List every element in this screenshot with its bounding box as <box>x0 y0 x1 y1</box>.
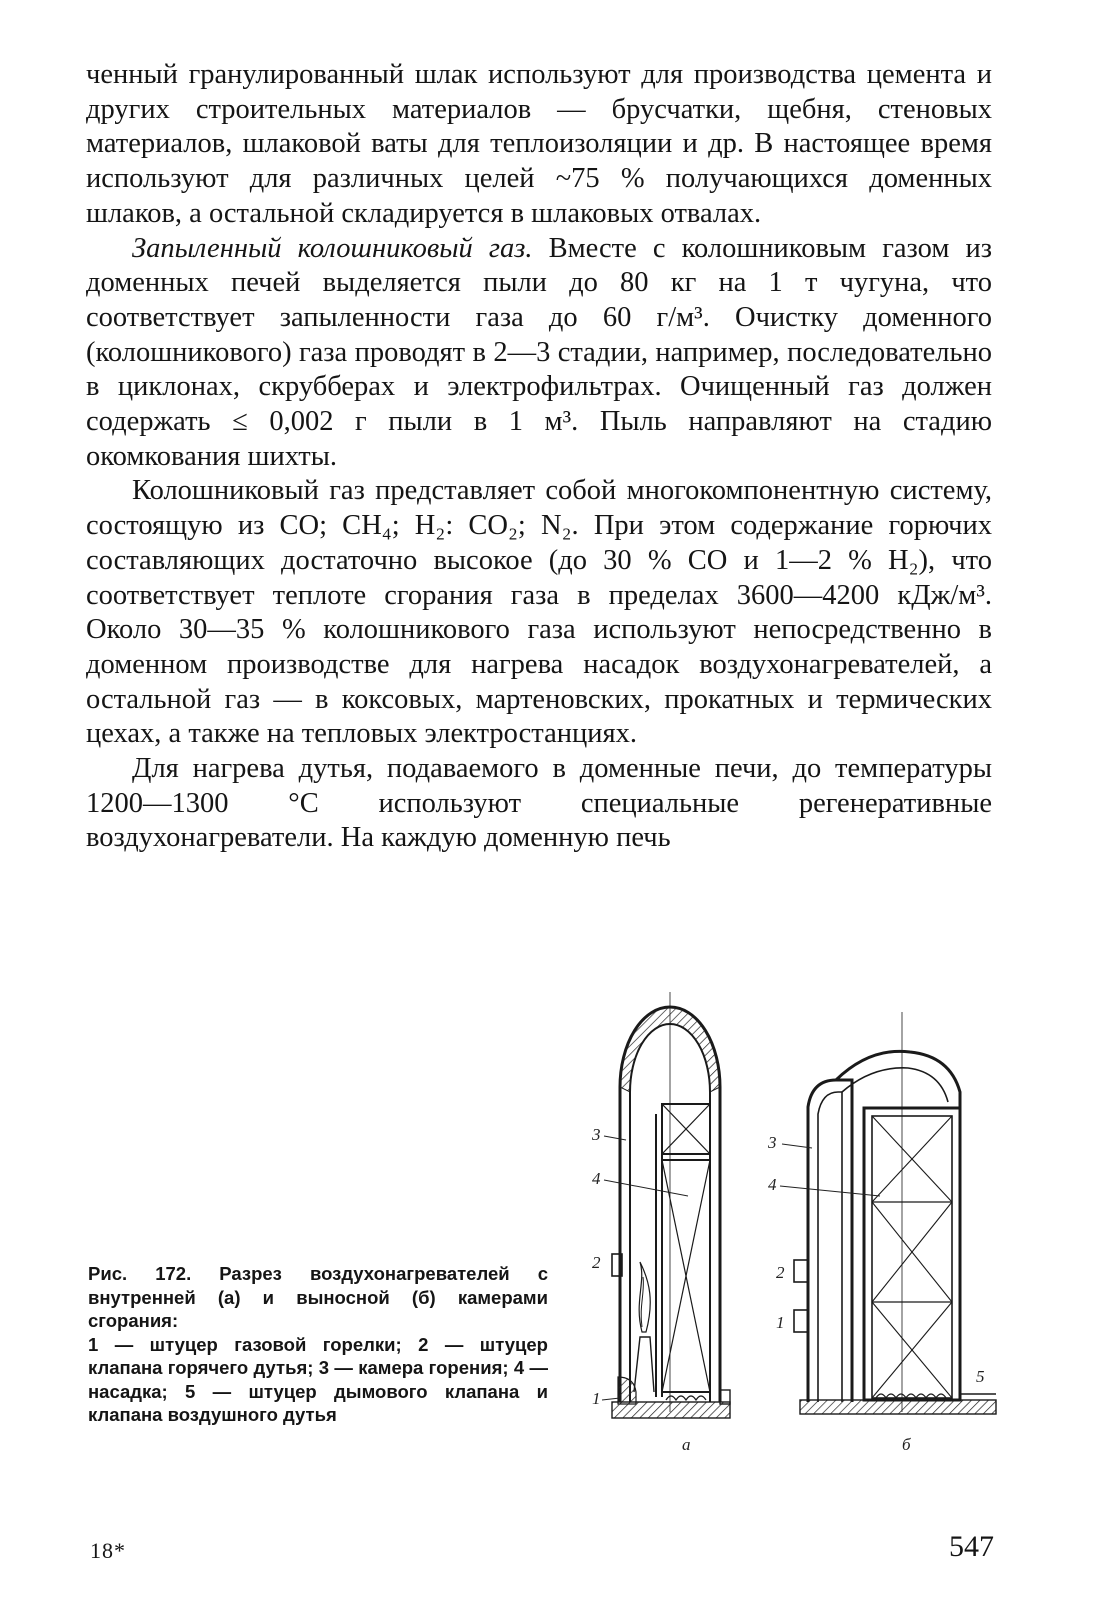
label-b-5: 5 <box>976 1367 985 1386</box>
paragraph-3: Колошниковый газ представляет собой многокомпонентную систему, состоящую из CO; CH₄; H₂: CO₂; N₂. При этом содержание горючих составляющих достаточно высокое (до 30 % CO и 1—2 % H₂), что соответствует теплоте сгорания газа в пределах 3600—4200 кДж/м³. Около 30—35 % колошникового газа используют непосредственно в доменном производстве для нагрева насадок воздухонагревателей, а остальной газ — в коксовых, мартеновских, прокатных и термических цехах, а также на тепловых электростанциях. <box>86 475 992 750</box>
label-b-2: 2 <box>776 1263 785 1282</box>
heater-b-chamber <box>808 1080 852 1402</box>
label-a-2: 2 <box>592 1253 601 1272</box>
paragraph-2 <box>86 232 992 475</box>
label-b-3: 3 <box>768 1133 777 1152</box>
air-heaters-drawing <box>590 992 1000 1462</box>
paragraph-4: Для нагрева дутья, подаваемого в доменные печи, до температуры 1200—1300 °C используют специальные регенеративные воздухонагреватели. На каждую доменную печь <box>86 753 992 854</box>
caption-label: Рис. 172. <box>88 1263 192 1284</box>
heater-b-shell <box>864 1108 960 1400</box>
figure-172 <box>590 992 1000 1462</box>
label-a-4: 4 <box>592 1169 601 1188</box>
page-number: 547 <box>949 1530 994 1563</box>
caption-title-text: Разрез воздухонагревателей с внутренней (а) и выносной (б) камерами сгорания: <box>88 1263 548 1331</box>
caption-title <box>88 1262 548 1333</box>
paragraph-1: ченный гранулированный шлак используют для производства цемента и других строительных материалов — брусчатки, щебня, стеновых материалов, шлаковой ваты для теплоизоляции и др. В настоящее время используют для различных целей ~75 % получающихся доменных шлаков, а остальной складируется в шлаковых отвалах. <box>86 59 992 229</box>
sublabel-a: а <box>682 1435 691 1454</box>
paragraph-2-lead: Запыленный колошниковый газ. <box>132 232 533 264</box>
heater-a <box>612 992 730 1418</box>
caption-legend: 1 — штуцер газовой горелки; 2 — штуцер клапана горячего дутья; 3 — камера горения; 4 — насадка; 5 — штуцер дымового клапана и клапана воздушного дутья <box>88 1333 548 1425</box>
figure-caption <box>88 1262 548 1427</box>
paragraph-2-body: Вместе с колошниковым газом из доменных печей выделяется пыли до 80 кг на 1 т чугуна, что соответствует запыленности газа до 60 г/м³. Очистку доменного (колошникового) газа проводят в 2—3 стадии, например, последовательно в циклонах, скрубберах и электрофильтрах. Очищенный газ должен содержать ≤ 0,002 г пыли в 1 м³. Пыль направляют на стадию окомкования шихты. <box>86 232 992 472</box>
label-a-1: 1 <box>592 1389 601 1408</box>
label-b-1: 1 <box>776 1313 785 1332</box>
main-text <box>86 58 992 856</box>
sheet-signature: 18* <box>90 1538 126 1563</box>
sublabel-b: б <box>902 1435 911 1454</box>
label-a-3: 3 <box>592 1125 601 1144</box>
heater-b <box>794 1012 996 1414</box>
label-b-4: 4 <box>768 1175 777 1194</box>
